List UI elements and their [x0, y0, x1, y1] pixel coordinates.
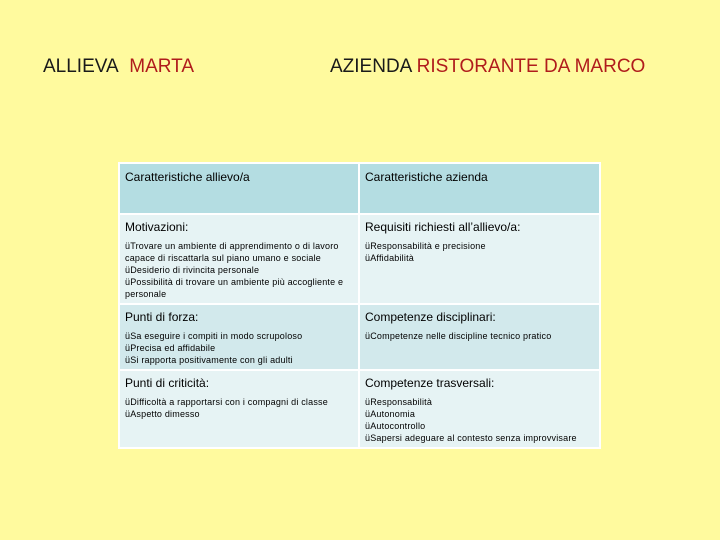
list-item — [365, 420, 594, 432]
table-row — [119, 214, 600, 304]
list-item-text: Responsabilità — [370, 397, 433, 407]
checkmark-icon: ü — [365, 421, 371, 431]
student-cell — [119, 304, 359, 370]
checkmark-icon: ü — [125, 355, 131, 365]
header-cell-company: Caratteristiche azienda — [359, 163, 600, 214]
table-row — [119, 304, 600, 370]
student-cell — [119, 370, 359, 448]
student-cell — [119, 214, 359, 304]
table-row — [119, 370, 600, 448]
list-item — [125, 342, 353, 354]
checkmark-icon: ü — [125, 397, 131, 407]
list-item — [125, 408, 353, 420]
company-label: AZIENDA — [330, 56, 412, 77]
checkmark-icon: ü — [125, 331, 131, 341]
list-item-text: Responsabilità e precisione — [370, 241, 486, 251]
checkmark-icon: ü — [125, 409, 131, 419]
list-item — [365, 396, 594, 408]
bullet-list — [125, 396, 353, 420]
list-item-text: Possibilità di trovare un ambiente più accogliente e personale — [125, 277, 344, 299]
checkmark-icon: ü — [365, 331, 371, 341]
student-label: ALLIEVA — [43, 56, 119, 77]
section-title: Punti di criticità: — [125, 376, 210, 390]
list-item-text: Precisa ed affidabile — [130, 343, 216, 353]
list-item-text: Sapersi adeguare al contesto senza improvvisare — [370, 433, 577, 443]
list-item — [125, 240, 353, 264]
checkmark-icon: ü — [365, 397, 371, 407]
list-item — [365, 330, 594, 342]
list-item — [125, 330, 353, 342]
checkmark-icon: ü — [125, 241, 131, 251]
list-item-text: Sa eseguire i compiti in modo scrupoloso — [130, 331, 303, 341]
list-item — [365, 432, 594, 444]
list-item-text: Desiderio di rivincita personale — [130, 265, 260, 275]
table-header-row — [119, 163, 600, 214]
checkmark-icon: ü — [125, 343, 131, 353]
bullet-list — [365, 330, 594, 342]
list-item — [125, 396, 353, 408]
list-item-text: Aspetto dimesso — [130, 409, 200, 419]
bullet-list — [125, 330, 353, 366]
checkmark-icon: ü — [365, 241, 371, 251]
student-name: MARTA — [129, 56, 195, 77]
checkmark-icon: ü — [365, 253, 371, 263]
student-title — [43, 56, 194, 78]
characteristics-table — [118, 162, 601, 449]
header-cell-student: Caratteristiche allievo/a — [119, 163, 359, 214]
list-item-text: Competenze nelle discipline tecnico pratico — [370, 331, 552, 341]
list-item-text: Trovare un ambiente di apprendimento o di lavoro capace di riscattarla sul piano umano e sociale — [125, 241, 339, 263]
checkmark-icon: ü — [125, 265, 131, 275]
list-item — [365, 408, 594, 420]
list-item — [125, 276, 353, 300]
list-item-text: Si rapporta positivamente con gli adulti — [130, 355, 293, 365]
list-item-text: Difficoltà a rapportarsi con i compagni di classe — [130, 397, 328, 407]
company-cell — [359, 214, 600, 304]
section-title: Motivazioni: — [125, 220, 189, 234]
section-title: Competenze trasversali: — [365, 376, 495, 390]
list-item — [125, 264, 353, 276]
checkmark-icon: ü — [125, 277, 131, 287]
bullet-list — [365, 396, 594, 444]
list-item — [365, 240, 594, 252]
company-cell — [359, 370, 600, 448]
checkmark-icon: ü — [365, 409, 371, 419]
section-title: Competenze disciplinari: — [365, 310, 496, 324]
list-item-text: Autonomia — [370, 409, 416, 419]
bullet-list — [365, 240, 594, 264]
section-title: Punti di forza: — [125, 310, 199, 324]
list-item — [365, 252, 594, 264]
list-item-text: Autocontrollo — [370, 421, 426, 431]
section-title: Requisiti richiesti all’allievo/a: — [365, 220, 521, 234]
company-title — [330, 56, 645, 78]
bullet-list — [125, 240, 353, 300]
list-item-text: Affidabilità — [370, 253, 414, 263]
company-name: RISTORANTE DA MARCO — [416, 56, 646, 77]
company-cell — [359, 304, 600, 370]
list-item — [125, 354, 353, 366]
checkmark-icon: ü — [365, 433, 371, 443]
